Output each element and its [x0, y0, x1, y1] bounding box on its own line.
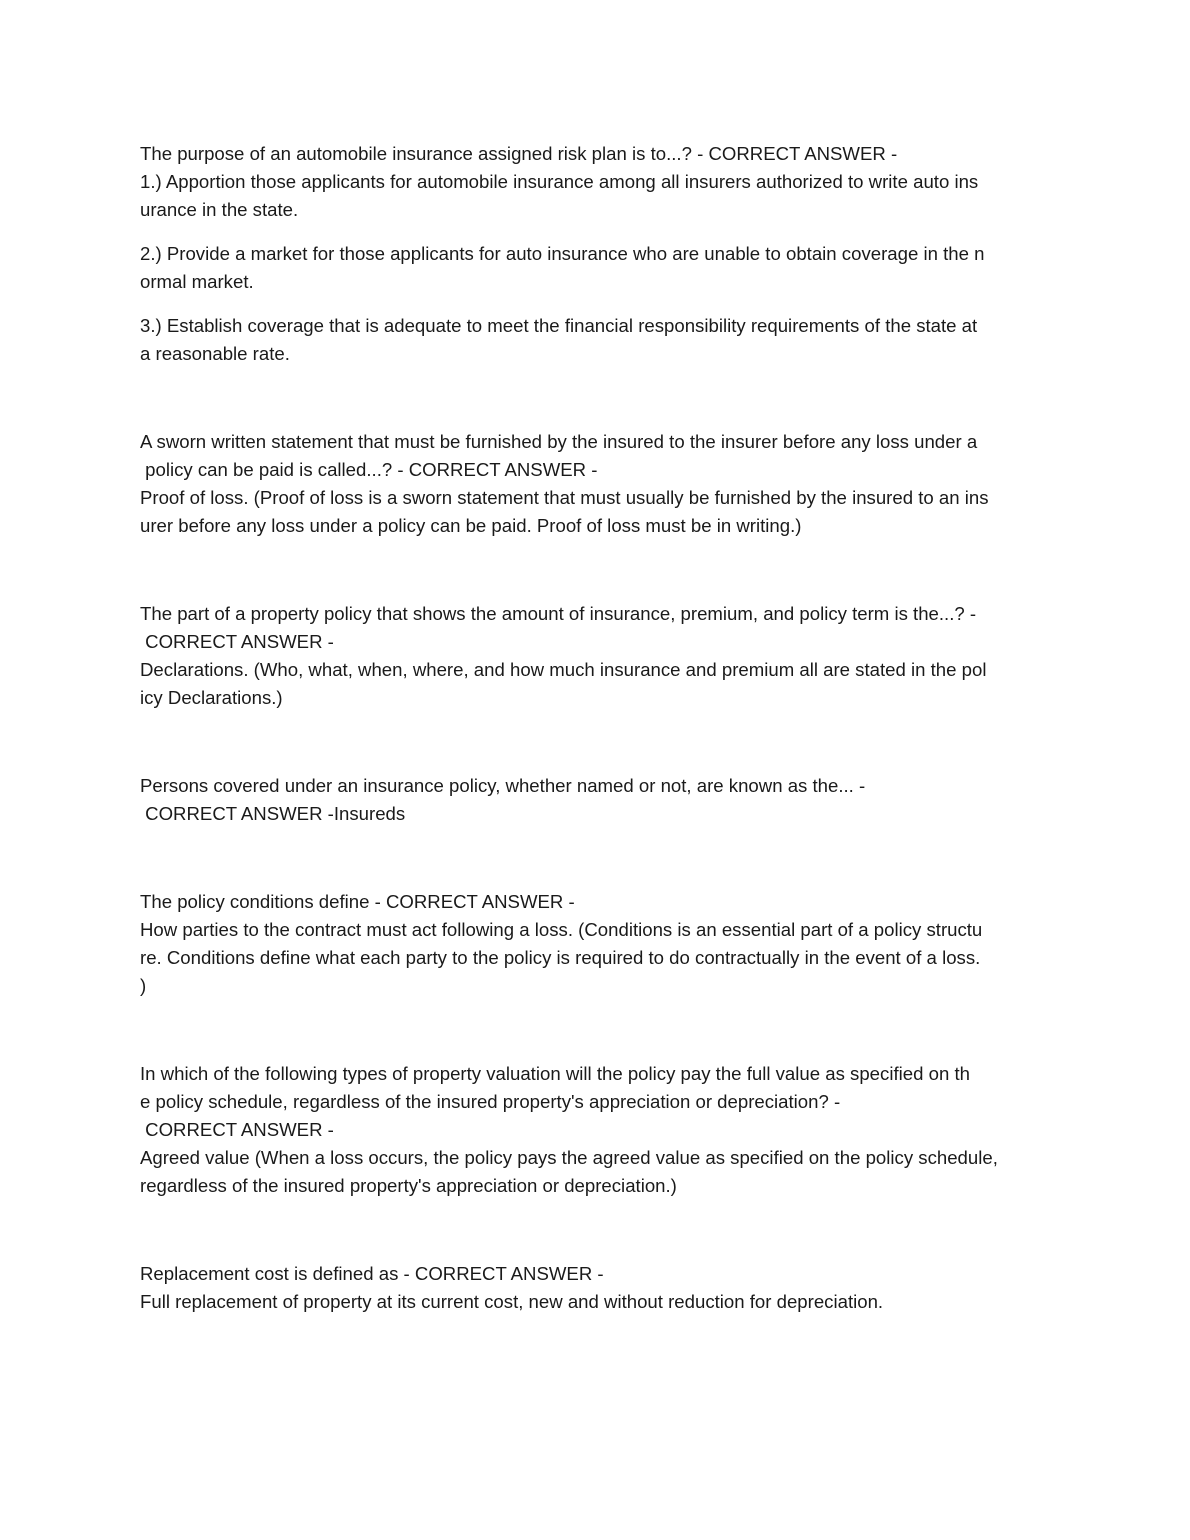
question-line: The policy conditions define - CORRECT ANSWER -: [140, 891, 575, 912]
qa-block-declarations: [140, 600, 1052, 712]
qa-block-replacement-cost: [140, 1260, 1052, 1316]
question-line: policy can be paid is called...? - CORRECT ANSWER -: [140, 459, 598, 480]
answer-line: re. Conditions define what each party to the policy is required to do contractually in the event of a loss.: [140, 947, 981, 968]
qa-block-policy-conditions: [140, 888, 1052, 1000]
qa-block-proof-of-loss: [140, 428, 1052, 540]
answer-line: ): [140, 975, 147, 996]
qa-block-agreed-value: [140, 1060, 1052, 1200]
question-line: The purpose of an automobile insurance assigned risk plan is to...? - CORRECT ANSWER -: [140, 143, 898, 164]
qa-block-insureds: [140, 772, 1052, 828]
document-body: [140, 140, 1052, 1316]
answer-line: CORRECT ANSWER -Insureds: [140, 803, 406, 824]
answer-line: Declarations. (Who, what, when, where, and how much insurance and premium all are stated in the pol: [140, 659, 987, 680]
answer-line: urance in the state.: [140, 199, 299, 220]
answer-line: Full replacement of property at its current cost, new and without reduction for depreciation.: [140, 1291, 884, 1312]
question-line: The part of a property policy that shows the amount of insurance, premium, and policy term is the...? -: [140, 603, 977, 624]
answer-line: 2.) Provide a market for those applicants for auto insurance who are unable to obtain coverage in the n: [140, 243, 985, 264]
question-line: e policy schedule, regardless of the insured property's appreciation or depreciation? -: [140, 1091, 841, 1112]
answer-line: regardless of the insured property's appreciation or depreciation.): [140, 1175, 677, 1196]
answer-line: Proof of loss. (Proof of loss is a sworn statement that must usually be furnished by the insured to an ins: [140, 487, 989, 508]
answer-line: Agreed value (When a loss occurs, the policy pays the agreed value as specified on the policy schedule,: [140, 1147, 998, 1168]
answer-line: 1.) Apportion those applicants for automobile insurance among all insurers authorized to write auto ins: [140, 171, 979, 192]
question-line: CORRECT ANSWER -: [140, 631, 334, 652]
question-line: A sworn written statement that must be furnished by the insured to the insurer before any loss under a: [140, 431, 978, 452]
question-line: Replacement cost is defined as - CORRECT ANSWER -: [140, 1263, 604, 1284]
answer-line: a reasonable rate.: [140, 343, 290, 364]
qa-block-assigned-risk-plan: [140, 140, 1052, 368]
answer-line: 3.) Establish coverage that is adequate to meet the financial responsibility requirements of the state at: [140, 315, 978, 336]
answer-line: urer before any loss under a policy can be paid. Proof of loss must be in writing.): [140, 515, 802, 536]
answer-line: ormal market.: [140, 271, 254, 292]
question-line: CORRECT ANSWER -: [140, 1119, 334, 1140]
question-line: Persons covered under an insurance policy, whether named or not, are known as the... -: [140, 775, 866, 796]
answer-line: icy Declarations.): [140, 687, 283, 708]
question-line: In which of the following types of property valuation will the policy pay the full value as specified on th: [140, 1063, 970, 1084]
answer-line: How parties to the contract must act following a loss. (Conditions is an essential part of a policy structu: [140, 919, 983, 940]
